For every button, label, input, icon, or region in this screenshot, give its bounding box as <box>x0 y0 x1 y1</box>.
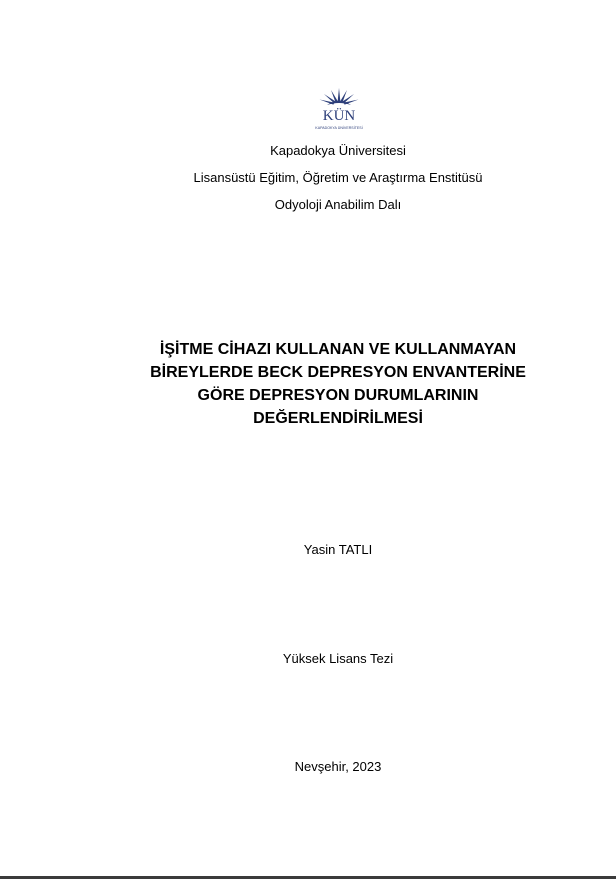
thesis-title-line: GÖRE DEPRESYON DURUMLARININ <box>197 387 479 404</box>
logo-emblem-icon <box>311 84 367 134</box>
logo-wordmark: KÜN <box>322 108 356 124</box>
university-logo <box>311 84 367 134</box>
thesis-title-line: BİREYLERDE BECK DEPRESYON ENVANTERİNE <box>150 364 526 381</box>
thesis-title <box>0 338 616 430</box>
place-date: Nevşehir, 2023 <box>294 759 382 774</box>
logo-subtitle: KAPADOKYA ÜNİVERSİTESİ <box>315 126 363 130</box>
page-bottom-divider <box>0 876 616 879</box>
institute-name: Lisansüstü Eğitim, Öğretim ve Araştırma Enstitüsü <box>193 170 483 185</box>
thesis-type: Yüksek Lisans Tezi <box>282 651 394 666</box>
thesis-title-line: İŞİTME CİHAZI KULLANAN VE KULLANMAYAN <box>159 341 517 358</box>
department-name: Odyoloji Anabilim Dalı <box>274 197 402 212</box>
thesis-title-line: DEĞERLENDİRİLMESİ <box>253 410 423 427</box>
university-name: Kapadokya Üniversitesi <box>270 143 406 158</box>
author-name: Yasin TATLI <box>303 542 373 557</box>
